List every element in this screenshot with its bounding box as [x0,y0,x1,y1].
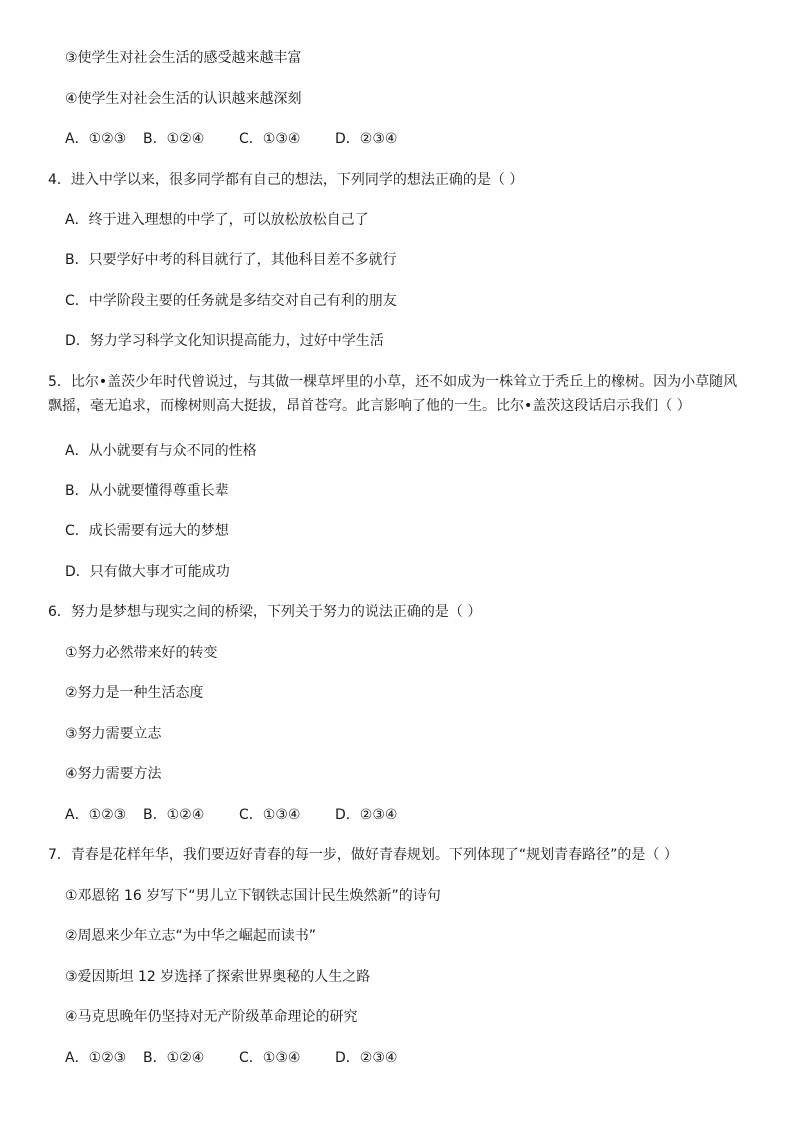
statement-item: ④努力需要方法 [65,766,162,782]
statement-item: ①努力必然带来好的转变 [65,645,218,661]
answer-option: D．②③④ [335,807,398,823]
statement-item: ④马克思晚年仍坚持对无产阶级革命理论的研究 [65,1009,358,1025]
question-stem-7: 7．青春是花样年华，我们要迈好青春的每一步，做好青春规划。下列体现了“规划青春路径”的是（ ） [48,847,678,863]
statement-item: ④使学生对社会生活的认识越来越深刻 [65,91,302,107]
answer-option: C．①③④ [239,807,301,823]
answer-option: D．努力学习科学文化知识提高能力，过好中学生活 [65,333,384,349]
answer-option: A．从小就要有与众不同的性格 [65,443,257,459]
answer-option: A．①②③ [65,807,127,823]
answer-option: B．①②④ [143,1050,205,1066]
question-stem-5: 5．比尔•盖茨少年时代曾说过，与其做一棵草坪里的小草，还不如成为一株耸立于秃丘上的橡树。因为小草随风飘摇，毫无追求，而橡树则高大挺拔，昂首苍穹。此言影响了他的一生。比尔•盖茨这段话启示我们（ ） [48,374,738,414]
answer-option: B．只要学好中考的科目就行了，其他科目差不多就行 [65,252,397,268]
answer-option: C．①③④ [239,131,301,147]
answer-options-row [65,129,755,149]
answer-option: A．终于进入理想的中学了，可以放松放松自己了 [65,212,369,228]
answer-option: D．只有做大事才可能成功 [65,564,230,580]
statement-item: ②周恩来少年立志“为中华之崛起而读书” [65,928,317,944]
answer-option: C．成长需要有远大的梦想 [65,523,229,539]
answer-option: D．②③④ [335,1050,398,1066]
answer-option: A．①②③ [65,1050,127,1066]
answer-options-row [65,805,755,825]
answer-option: B．①②④ [143,131,205,147]
statement-item: ②努力是一种生活态度 [65,685,204,701]
answer-option: B．①②④ [143,807,205,823]
statement-item: ③努力需要立志 [65,726,162,742]
answer-option: C．①③④ [239,1050,301,1066]
answer-option: B．从小就要懂得尊重长辈 [65,483,229,499]
answer-option: A．①②③ [65,131,127,147]
answer-option: C．中学阶段主要的任务就是多结交对自己有利的朋友 [65,293,397,309]
answer-options-row [65,1048,755,1068]
question-stem-4: 4．进入中学以来，很多同学都有自己的想法，下列同学的想法正确的是（ ） [48,172,524,188]
answer-option: D．②③④ [335,131,398,147]
question-stem-6: 6．努力是梦想与现实之间的桥梁，下列关于努力的说法正确的是（ ） [48,604,482,620]
statement-item: ①邓恩铭 16 岁写下“男儿立下钢铁志国计民生焕然新”的诗句 [65,888,441,904]
statement-item: ③使学生对社会生活的感受越来越丰富 [65,50,302,66]
statement-item: ③爱因斯坦 12 岁选择了探索世界奥秘的人生之路 [65,969,371,985]
